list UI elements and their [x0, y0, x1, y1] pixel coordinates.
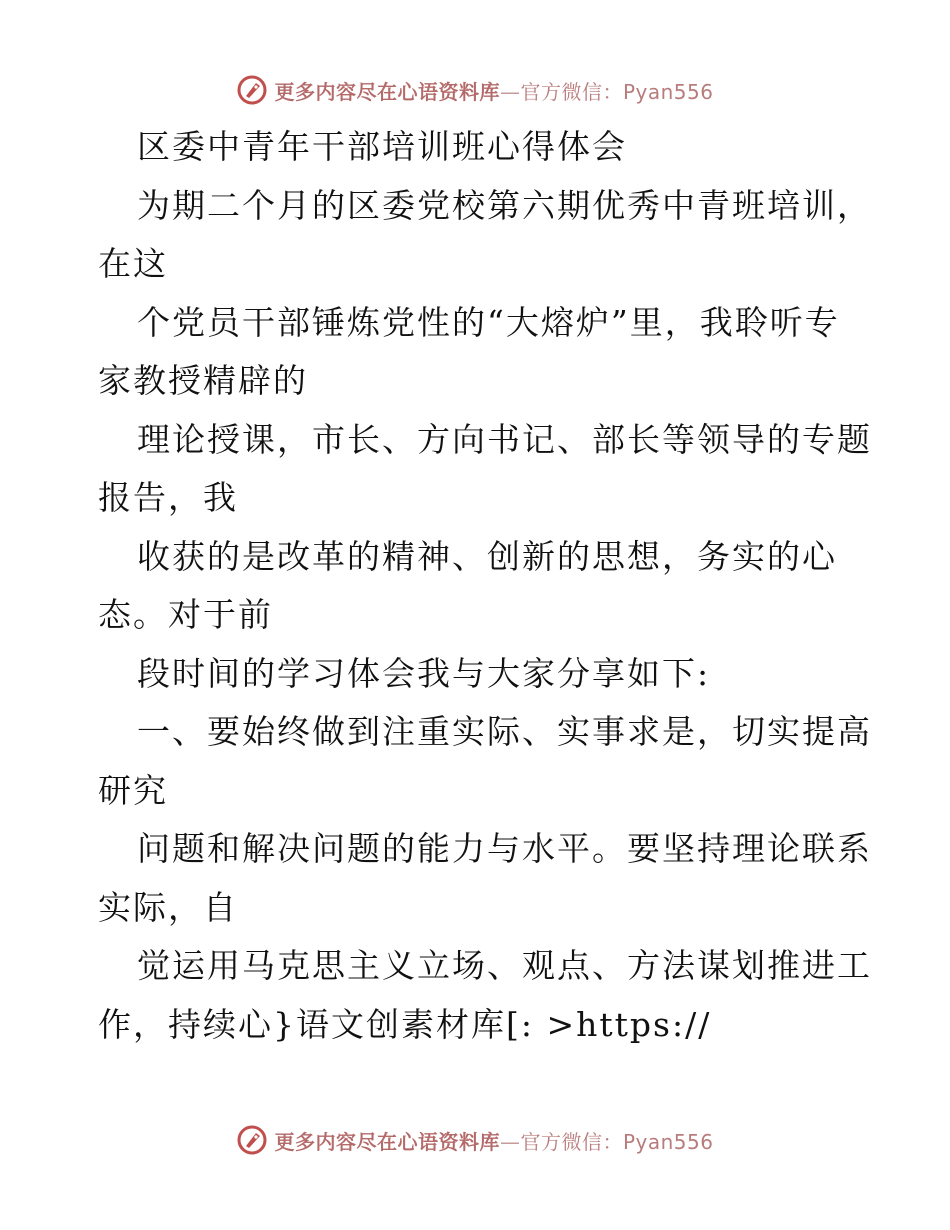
paragraph-line: 个党员干部锤炼党性的“大熔炉”里，我聆听专 [137, 302, 840, 342]
paragraph-line: 收获的是改革的精神、创新的思想，务实的心 [137, 536, 837, 576]
pen-nib-logo-icon [236, 1124, 268, 1156]
pen-nib-logo-icon [236, 74, 268, 106]
paragraph-line: 研究 [98, 770, 168, 810]
watermark-dash: — [499, 1129, 521, 1154]
page-header-watermark [0, 70, 950, 110]
watermark-suffix: 官方微信：Pyan556 [520, 79, 714, 104]
watermark-dash: — [499, 79, 521, 104]
paragraph-line: 为期二个月的区委党校第六期优秀中青班培训， [137, 185, 872, 225]
watermark-prefix: 更多内容尽在心语资料库 [274, 1129, 500, 1154]
paragraph-line: 报告，我 [98, 478, 238, 517]
document-title: 区委中青年干部培训班心得体会 [137, 127, 627, 166]
watermark-text [274, 1126, 713, 1155]
watermark-suffix: 官方微信：Pyan556 [520, 1129, 714, 1154]
paragraph-line: 理论授课，市长、方向书记、部长等领导的专题 [137, 419, 872, 459]
paragraph-line: 在这 [98, 244, 168, 283]
paragraph-line: 家教授精辟的 [98, 361, 308, 400]
page-footer-watermark [0, 1120, 950, 1160]
document-body [98, 118, 872, 1054]
paragraph-line: 问题和解决问题的能力与水平。要坚持理论联系 [137, 829, 872, 868]
watermark-text [274, 76, 713, 105]
paragraph-line: 觉运用马克思主义立场、观点、方法谋划推进工 [137, 946, 872, 985]
paragraph-line: 段时间的学习体会我与大家分享如下: [137, 653, 711, 693]
section-heading-line: 一、要始终做到注重实际、实事求是，切实提高 [137, 712, 872, 751]
paragraph-line: 态。对于前 [98, 595, 273, 634]
paragraph-line: 实际，自 [98, 887, 238, 927]
watermark-prefix: 更多内容尽在心语资料库 [274, 79, 500, 104]
paragraph-line: 作，持续心}语文创素材库[: >https:// [98, 1004, 712, 1044]
